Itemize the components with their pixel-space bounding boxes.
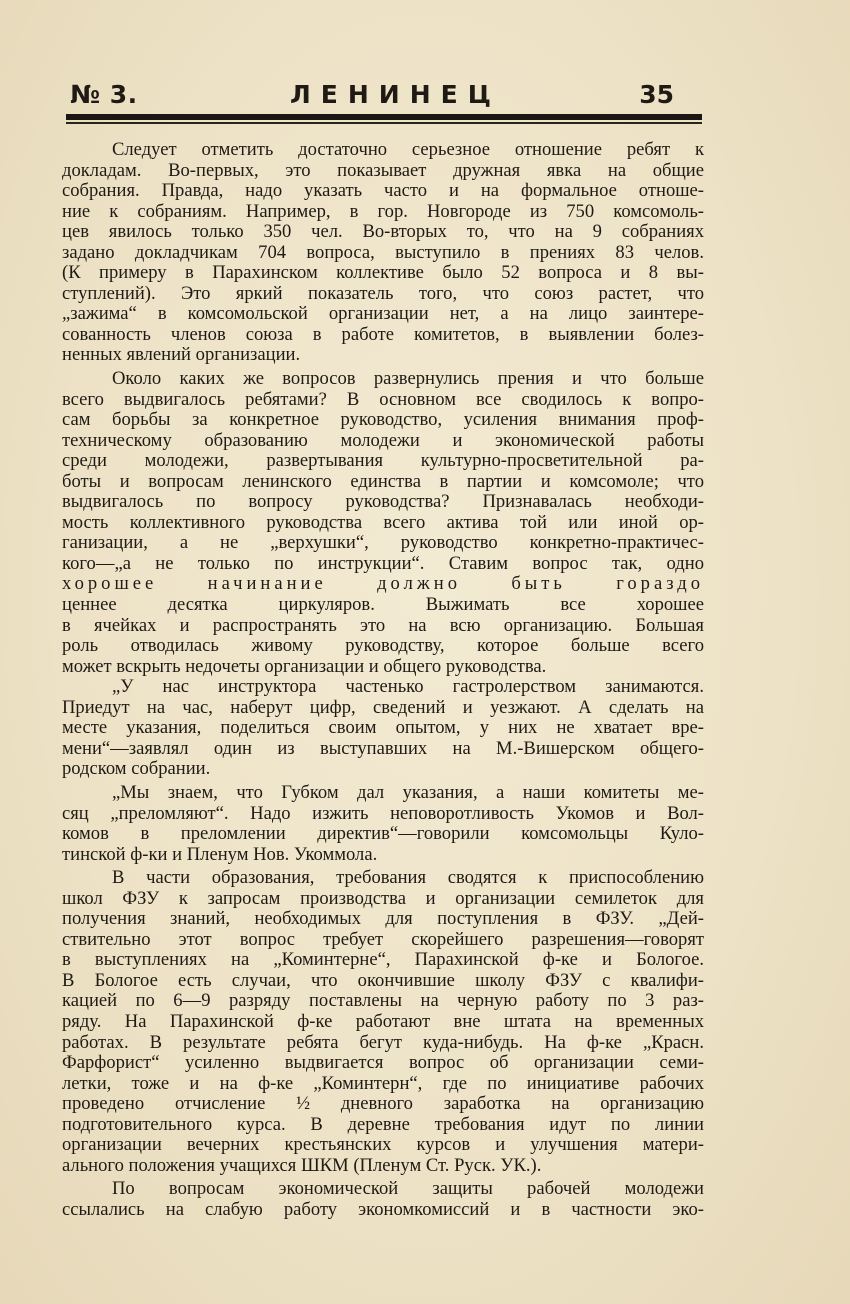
page-number: 35 — [639, 80, 674, 109]
text-line: всего выдвигалось ребятами? В основном все сводилось к вопро- — [62, 388, 704, 410]
text-line: „зажима“ в комсомольской организации нет, а на лицо заинтере- — [62, 303, 704, 325]
text-line: В части образования, требования сводятся к приспособлению — [112, 867, 704, 889]
text-line: Около каких же вопросов развернулись прения и что больше — [112, 368, 704, 390]
article-body — [62, 140, 704, 1220]
text-line: в ячейках и распространять это на всю организацию. Большая — [62, 614, 704, 636]
text-line: мени“—заявлял один из выступавших на М.-Вишерском общего- — [62, 737, 704, 759]
text-line: получения знаний, необходимых для поступления в ФЗУ. „Дей- — [62, 908, 704, 930]
text-line: сяц „преломляют“. Надо изжить неповоротливость Укомов и Вол- — [62, 802, 704, 824]
text-line: По вопросам экономической защиты рабочей молодежи — [112, 1178, 704, 1200]
text-line: Следует отметить достаточно серьезное отношение ребят к — [112, 139, 704, 160]
text-line: сам борьбы за конкретное руководство, усиления внимания проф- — [62, 409, 704, 431]
text-line: ссылались на слабую работу экономкомиссий и в частности эко- — [62, 1198, 704, 1220]
text-line: В Бологое есть случаи, что окончившие школу ФЗУ с квалифи- — [62, 969, 704, 991]
text-line: организации вечерних крестьянских курсов и улучшения матери- — [62, 1134, 704, 1156]
text-line: ального положения учащихся ШКМ (Пленум Ст. Руск. УК.). — [62, 1154, 542, 1176]
text-line: (К примеру в Парахинском коллективе было 52 вопроса и 8 вы- — [62, 262, 704, 284]
text-line: задано докладчикам 704 вопроса, выступило в прениях 83 челов. — [62, 241, 704, 263]
text-line: кацией по 6—9 разряду поставлены на черную работу по 3 раз- — [62, 990, 704, 1012]
text-line: среди молодежи, развертывания культурно-просветительной ра- — [62, 450, 704, 472]
text-line: ценнее десятка циркуляров. Выжимать все хорошее — [62, 594, 704, 616]
text-line: „Мы знаем, что Губком дал указания, а наши комитеты ме- — [112, 781, 704, 803]
text-line: ние к собраниям. Например, в гор. Новгороде из 750 комсомоль- — [62, 200, 704, 222]
text-line: техническому образованию молодежи и экономической работы — [62, 429, 704, 451]
text-line: родском собрании. — [62, 758, 211, 780]
text-line: школ ФЗУ к запросам производства и организации семилеток для — [62, 887, 704, 909]
text-line: мость коллективного руководства всего актива той или иной ор- — [62, 511, 704, 533]
text-line: собрания. Правда, надо указать часто и на формальное отноше- — [62, 180, 704, 202]
text-line: сованность членов союза в работе комитетов, в выявлении болез- — [62, 323, 704, 345]
text-line: в выступлениях на „Коминтерне“, Парахинской ф-ке и Бологое. — [62, 949, 704, 971]
text-line: ствительно этот вопрос требует скорейшего разрешения—говорят — [62, 928, 704, 950]
text-line: проведено отчисление ½ дневного заработка на организацию — [62, 1093, 704, 1115]
text-line: кого—„а не только по инструкции“. Ставим вопрос так, одно — [62, 552, 704, 574]
issue-number: № 3. — [70, 80, 138, 109]
text-line: докладам. Во-первых, это показывает дружная явка на общие — [62, 159, 704, 181]
text-line: летки, тоже и на ф-ке „Коминтерн“, где по инициативе рабочих — [62, 1072, 704, 1094]
text-line: может вскрыть недочеты организации и общего руководства. — [62, 655, 547, 677]
text-line-spaced: хорошее начинание должно быть гораздо — [62, 573, 704, 595]
text-line: роль отводилась живому руководству, которое больше всего — [62, 635, 704, 657]
page-header — [70, 78, 702, 114]
text-line: цев явилось только 350 чел. Во-вторых то, что на 9 собраниях — [62, 221, 704, 243]
text-line: подготовительного курса. В деревне требования идут по линии — [62, 1113, 704, 1135]
text-line: комов в преломлении директив“—говорили комсомольцы Куло- — [62, 823, 704, 845]
text-line: Фарфорист“ усиленно выдвигается вопрос об организации семи- — [62, 1052, 704, 1074]
text-line: работах. В результате ребята бегут куда-нибудь. На ф-ке „Красн. — [62, 1031, 704, 1053]
text-line: Приедут на час, наберут цифр, сведений и уезжают. А сделать на — [62, 696, 704, 718]
header-rule-thin — [66, 122, 702, 124]
header-rule-thick — [66, 114, 702, 120]
text-line: „У нас инструктора частенько гастролерством занимаются. — [112, 676, 704, 698]
text-line: выдвигалось по вопросу руководства? Признавалась необходи- — [62, 491, 704, 513]
text-line: месте указания, поделиться своим опытом, у них не хватает вре- — [62, 717, 704, 739]
journal-title: ЛЕНИНЕЦ — [290, 80, 501, 109]
text-line: боты и вопросам ленинского единства в партии и комсомоле; что — [62, 470, 704, 492]
text-line: ненных явлений организации. — [62, 344, 301, 366]
text-line: ступлений). Это яркий показатель того, что союз растет, что — [62, 282, 704, 304]
text-line: ганизации, а не „верхушки“, руководство конкретно-практичес- — [62, 532, 704, 554]
text-line: ряду. На Парахинской ф-ке работают вне штата на временных — [62, 1010, 704, 1032]
text-line: тинской ф-ки и Пленум Нов. Укоммола. — [62, 843, 378, 865]
